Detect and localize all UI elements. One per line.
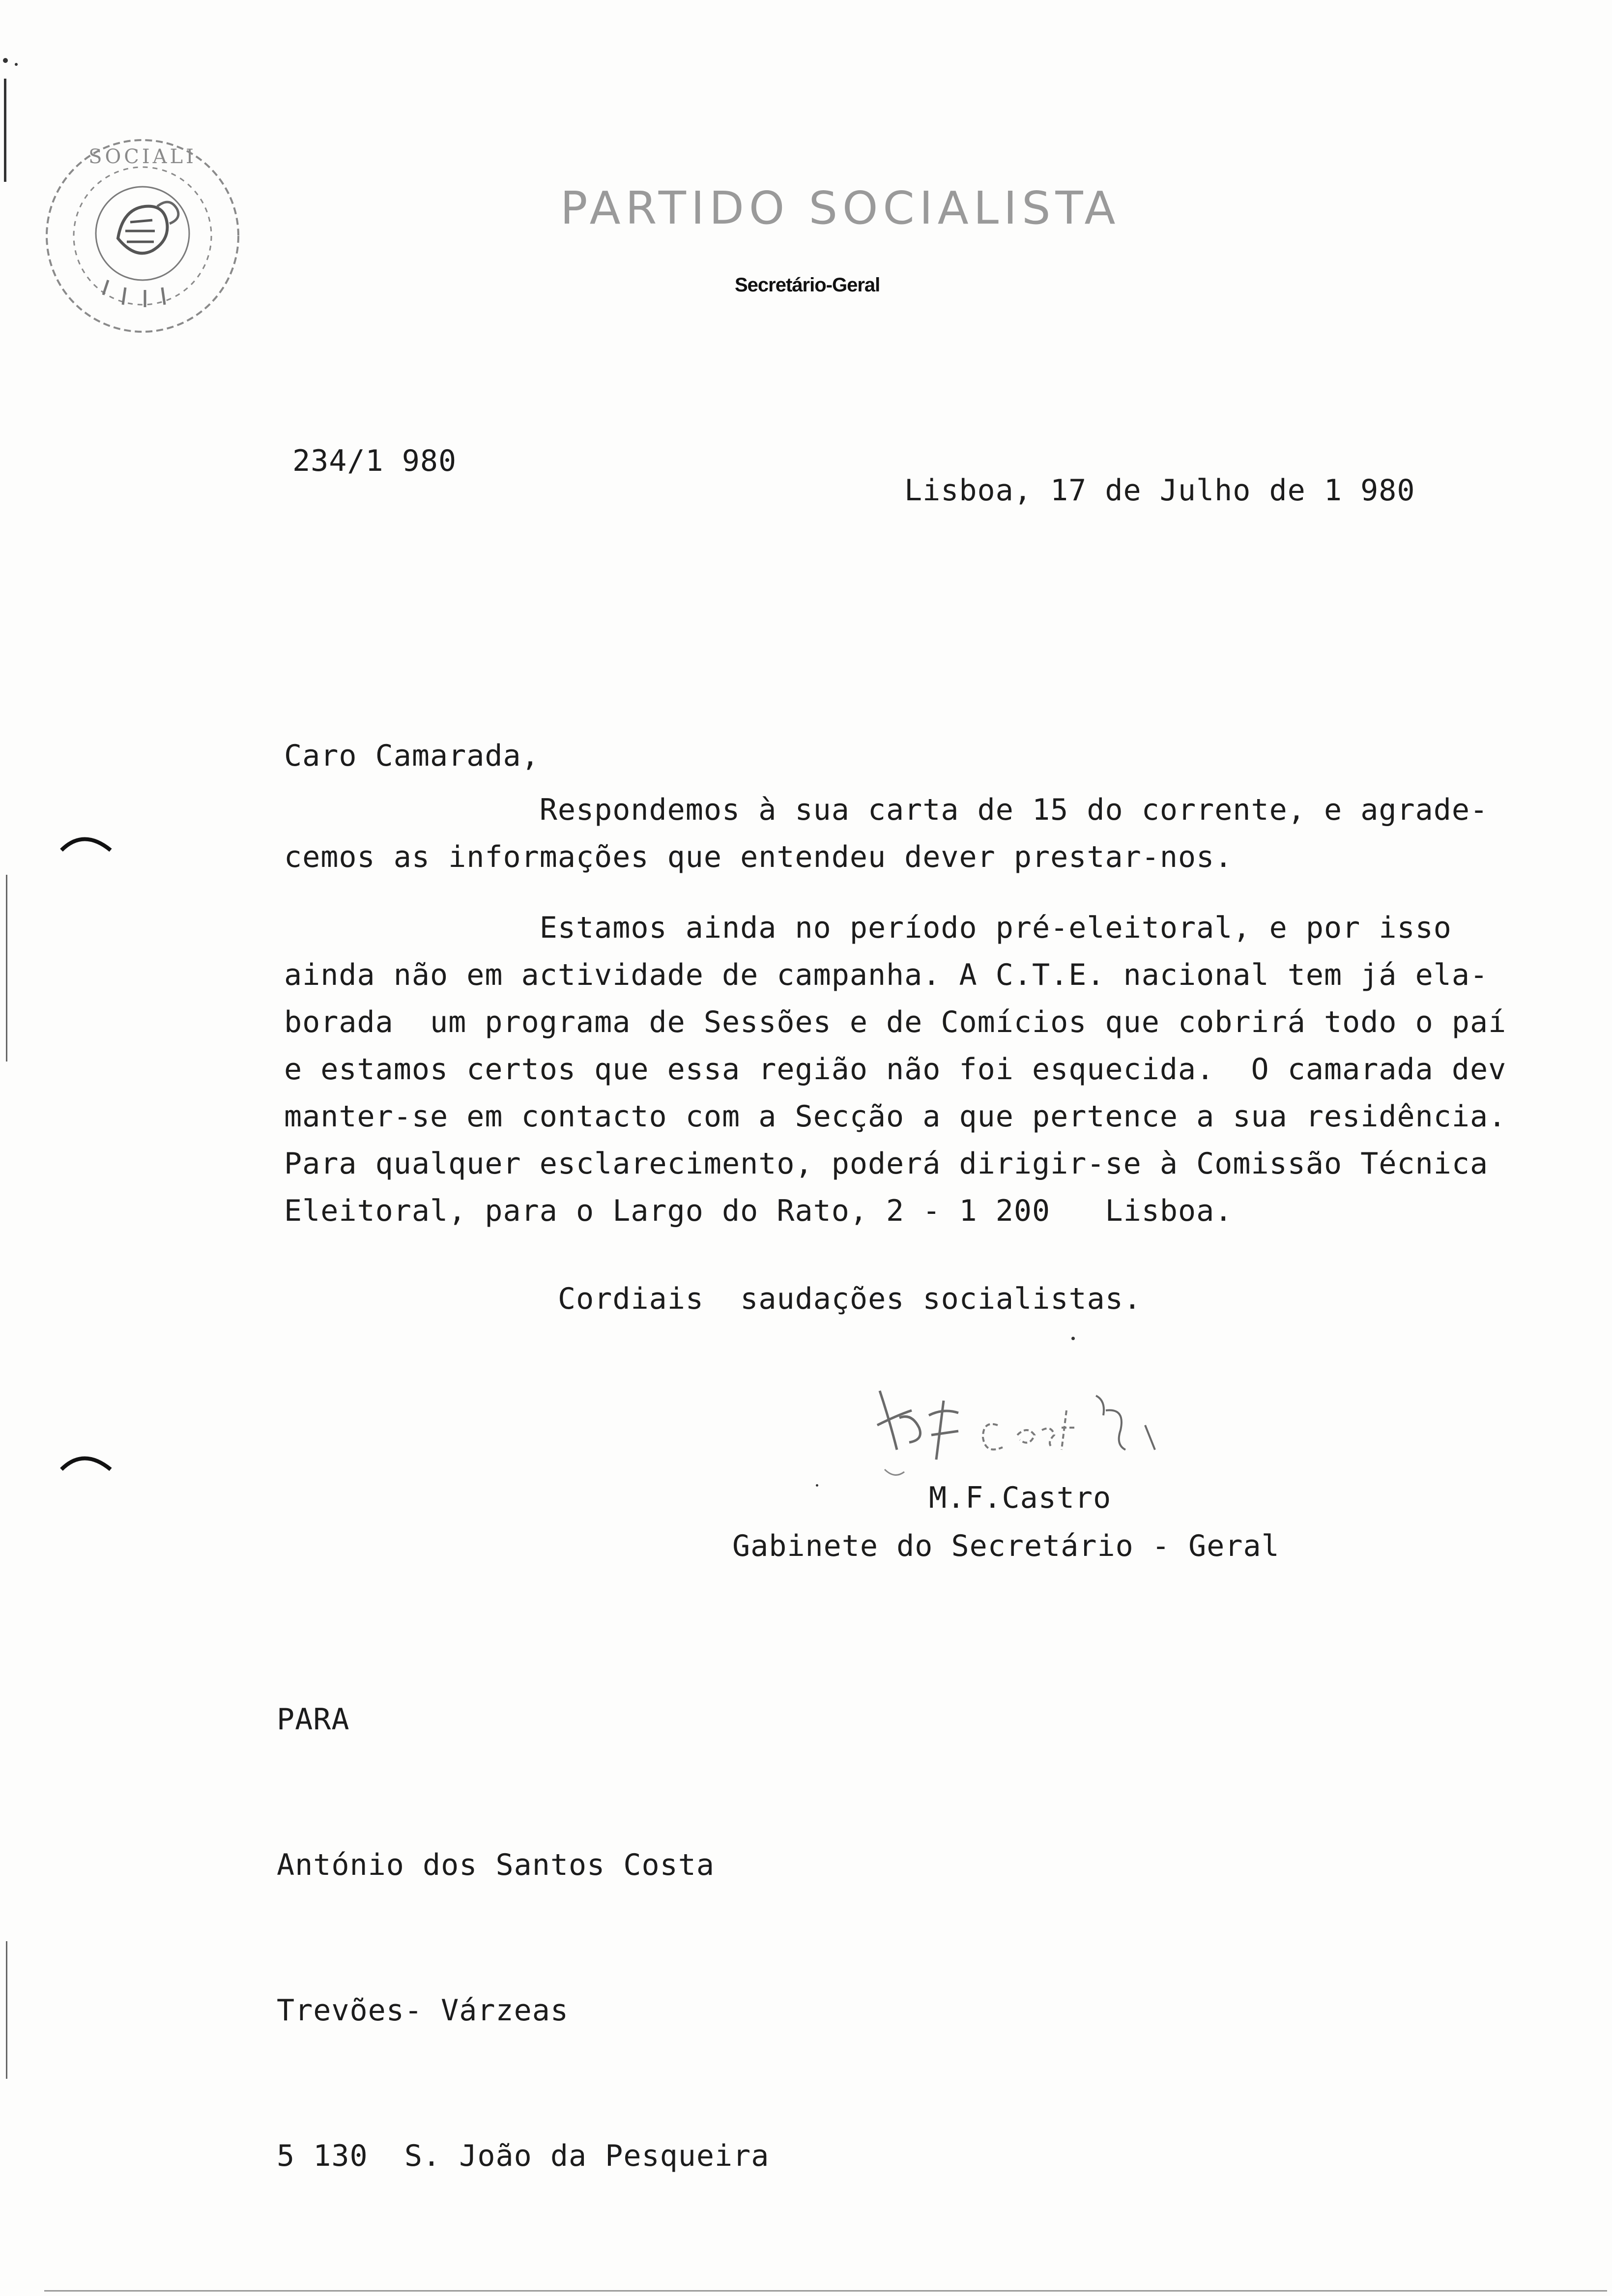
recipient-address-line-2: 5 130 S. João da Pesqueira: [277, 2139, 770, 2173]
body-paragraph-1: [284, 786, 1488, 881]
body-line: Estamos ainda no período pré-eleitoral, e por isso: [284, 911, 1452, 945]
party-seal-logo: [39, 133, 246, 339]
body-line: borada um programa de Sessões e de Comícios que cobrirá todo o paí: [284, 1005, 1507, 1039]
scan-edge-line: [6, 1941, 7, 2079]
recipient-label: PARA: [277, 1702, 350, 1737]
closing-line: Cordiais saudações socialistas.: [558, 1282, 1142, 1316]
scan-dot: [3, 58, 8, 63]
svg-text:SOCIALI: SOCIALI: [88, 145, 197, 168]
scan-bottom-edge: [44, 2290, 1607, 2292]
handwritten-signature: [870, 1371, 1214, 1484]
recipient-name: António dos Santos Costa: [277, 1848, 715, 1882]
signer-name: M.F.Castro: [929, 1481, 1112, 1515]
scan-dot: [15, 63, 18, 66]
punch-hole-mark: [59, 1445, 113, 1474]
signer-office: Gabinete do Secretário - Geral: [732, 1529, 1280, 1563]
date-line: Lisboa, 17 de Julho de 1 980: [904, 473, 1415, 508]
body-line: e estamos certos que essa região não foi esquecida. O camarada dev: [284, 1052, 1507, 1087]
party-name-heading: PARTIDO SOCIALISTA: [560, 182, 1121, 234]
scan-edge-line: [4, 79, 6, 182]
body-paragraph-2: [284, 904, 1506, 1234]
body-line: ainda não em actividade de campanha. A C.T.E. nacional tem já ela-: [284, 958, 1489, 992]
recipient-address-line-1: Trevões- Várzeas: [277, 1993, 569, 2028]
scan-dot: [816, 1484, 818, 1487]
body-line: Eleitoral, para o Largo do Rato, 2 - 1 200 Lisboa.: [284, 1194, 1233, 1228]
recipient-block: [277, 1600, 769, 2276]
scan-dot: [1071, 1337, 1075, 1340]
office-label: Secretário-Geral: [735, 274, 880, 296]
body-line: cemos as informações que entendeu dever prestar-nos.: [284, 840, 1233, 874]
reference-number: 234/1 980: [292, 444, 457, 478]
scan-edge-line: [6, 875, 7, 1062]
salutation: Caro Camarada,: [284, 739, 540, 773]
punch-hole-mark: [59, 826, 113, 855]
body-line: Para qualquer esclarecimento, poderá dirigir-se à Comissão Técnica: [284, 1147, 1489, 1181]
body-line: Respondemos à sua carta de 15 do corrente, e agrade-: [284, 793, 1489, 827]
body-line: manter-se em contacto com a Secção a que pertence a sua residência.: [284, 1099, 1507, 1134]
